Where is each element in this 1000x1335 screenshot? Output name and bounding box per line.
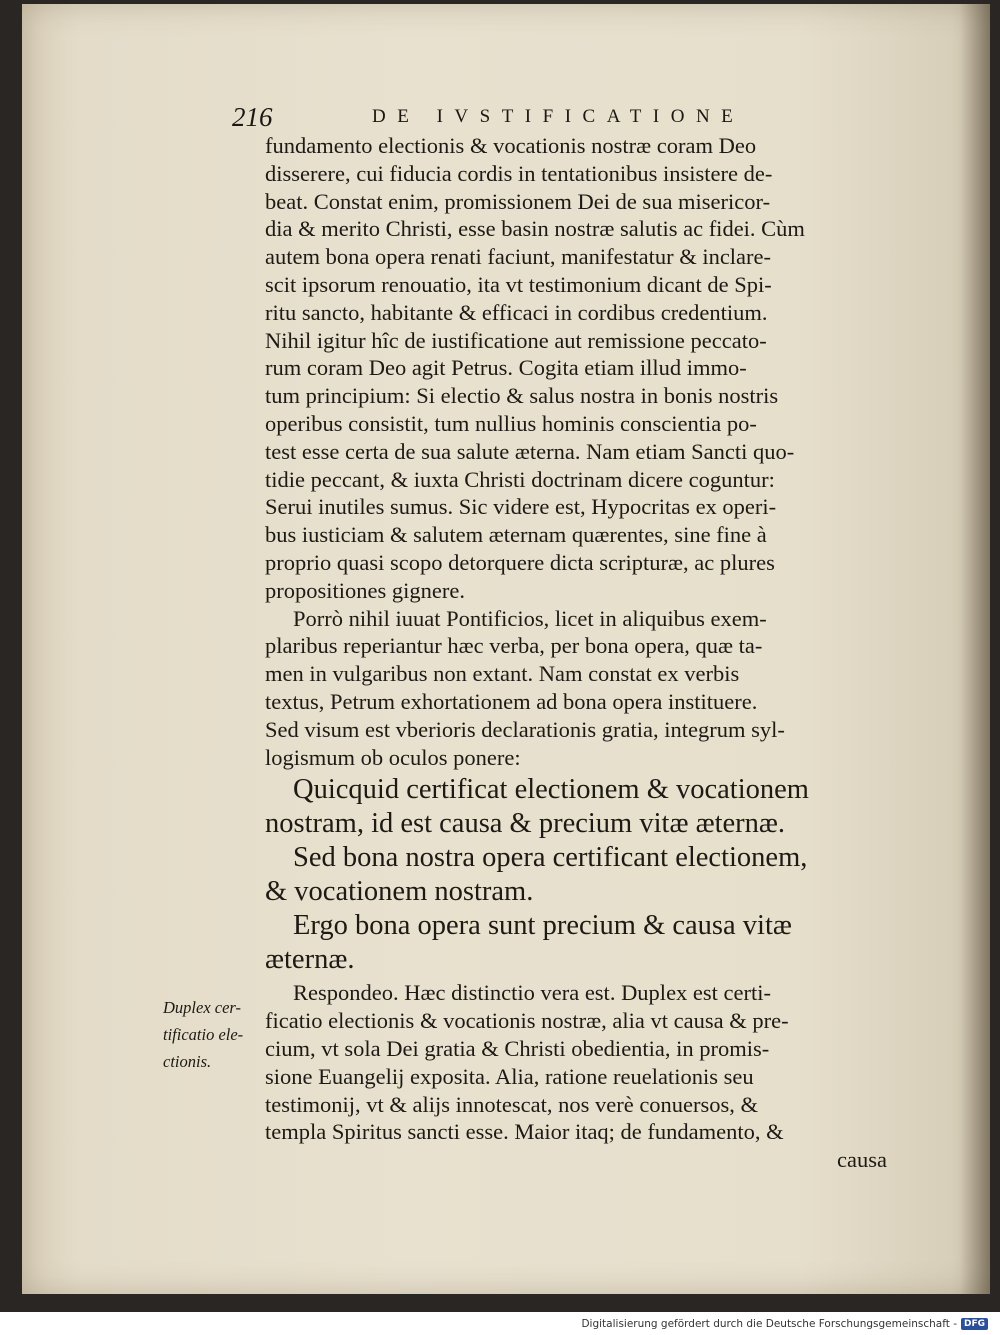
text-line: Porrò nihil iuuat Pontificios, licet in aliquibus exem- [293,605,767,631]
syllogism-minor-line: & vocationem nostram. [265,876,534,908]
text-line: Sed visum est vberioris declarationis gratia, integrum syl- [265,716,785,742]
text-line: men in vulgaribus non extant. Nam constat ex verbis [265,661,740,687]
text-line: operibus consistit, tum nullius hominis conscientia po- [265,410,757,436]
text-line: autem bona opera renati faciunt, manifestatur & inclare- [265,244,772,270]
text-line: cium, vt sola Dei gratia & Christi obedientia, in promis- [265,1035,770,1061]
text-line: rum coram Deo agit Petrus. Cogita etiam illud immo- [265,355,747,381]
margin-note-line: tificatio ele- [163,1025,244,1044]
main-text-block [265,132,905,1174]
syllogism-conclusion-line: æternæ. [265,944,355,976]
text-line: dia & merito Christi, esse basin nostræ salutis ac fidei. Cùm [265,216,805,242]
text-line: bus iusticiam & salutem æternam quærentes, sine fine à [265,522,767,548]
text-line: fundamento electionis & vocationis nostræ coram Deo [265,133,757,158]
syllogism-minor-line: Sed bona nostra opera certificant electionem, [293,842,808,874]
syllogism-major-line: Quicquid certificat electionem & vocationem [293,774,809,806]
page-header [232,102,792,132]
catchword: causa [837,1147,887,1173]
text-line: Serui inutiles sumus. Sic videre est, Hypocritas ex operi- [265,494,777,520]
paragraph-1 [265,132,905,605]
text-line: ficatio electionis & vocationis nostræ, alia vt causa & pre- [265,1008,789,1034]
margin-note-line: ctionis. [163,1052,212,1071]
text-line: ritu sancto, habitante & efficaci in cordibus credentium. [265,299,768,325]
text-line: scit ipsorum renouatio, ita vt testimonium dicant de Spi- [265,271,772,297]
running-head: DE IVSTIFICATIONE [372,106,745,127]
text-line: testimonij, vt & alijs innotescat, nos verè conuersos, & [265,1091,759,1117]
text-line: test esse certa de sua salute æterna. Nam etiam Sancti quo- [265,438,795,464]
footer-credit: Digitalisierung gefördert durch die Deutsche Forschungsgemeinschaft - [581,1318,957,1330]
text-line: logismum ob oculos ponere: [265,744,521,770]
text-line: beat. Constat enim, promissionem Dei de sua misericor- [265,188,771,214]
text-line: Nihil igitur hîc de iustificatione aut remissione peccato- [265,327,767,353]
margin-note-line: Duplex cer- [163,998,242,1017]
text-line: Respondeo. Hæc distinctio vera est. Duplex est certi- [293,980,772,1006]
text-line: templa Spiritus sancti esse. Maior itaq; de fundamento, & [265,1119,784,1145]
page-gutter-shadow [960,4,990,1294]
paragraph-3 [265,979,905,1174]
text-line: tum principium: Si electio & salus nostra in bonis nostris [265,383,779,409]
text-line: sione Euangelij exposita. Alia, ratione reuelationis seu [265,1063,754,1089]
text-line: textus, Petrum exhortationem ad bona opera instituere. [265,688,758,714]
text-line: plaribus reperiantur hæc verba, per bona opera, quæ ta- [265,633,763,659]
text-line: proprio quasi scopo detorquere dicta scripturæ, ac plures [265,549,775,575]
margin-note [163,994,273,1075]
syllogism-major-line: nostram, id est causa & precium vitæ æternæ. [265,808,786,840]
paragraph-2 [265,605,905,772]
dfg-logo-icon: DFG [961,1318,988,1330]
text-line: tidie peccant, & iuxta Christi doctrinam dicere coguntur: [265,466,775,492]
page-number: 216 [232,102,273,132]
syllogism-block [265,773,905,977]
digitization-footer [581,1316,988,1332]
syllogism-conclusion-line: Ergo bona opera sunt precium & causa vitæ [293,910,792,942]
text-line: disserere, cui fiducia cordis in tentationibus insistere de- [265,160,773,186]
text-line: propositiones gignere. [265,577,465,603]
